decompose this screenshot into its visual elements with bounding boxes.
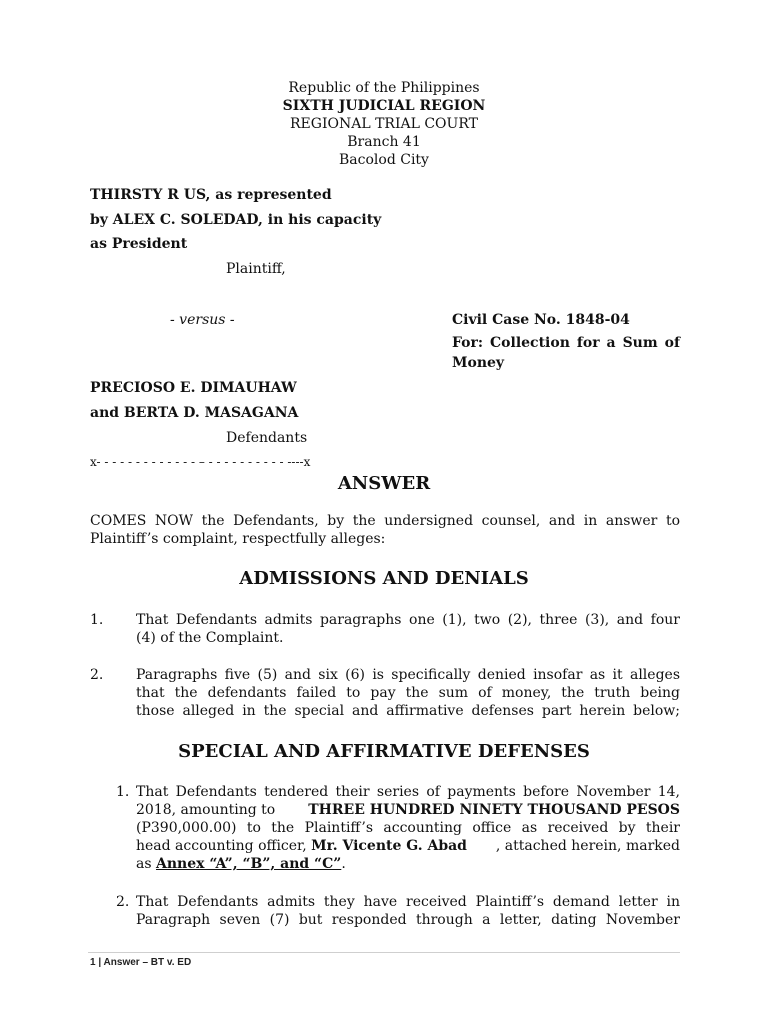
admission-item-2-line2: that the defendants failed to pay the sum of money, the truth being [136,685,680,701]
case-nature-line1: For: Collection for a Sum of [452,335,680,351]
admission-item-1-line2: (4) of the Complaint. [136,630,284,646]
page-footer [90,957,191,968]
page-number: 1 [90,957,96,968]
case-number: Civil Case No. 1848-04 [452,312,630,328]
defense-item-1-line2 [136,802,680,818]
defendant-line1: PRECIOSO E. DIMAUHAW [90,380,297,396]
footer-separator: | [95,957,104,968]
caption-divider: x- - - - - - - - - - - - - – - - - - - - - - - - ----x [90,455,311,469]
defense-item-1-line5 [136,856,346,872]
defense-item-number: 1. [116,784,130,800]
court-branch: Branch 41 [347,134,421,150]
defense-item-1-line5-text: as [136,856,156,872]
defense-item-1-line4-tail-spacer [467,838,496,854]
defense-item-2-line1: That Defendants admits they have received Plaintiff’s demand letter in [136,894,680,910]
case-nature-line2: Money [452,355,505,371]
court-republic: Republic of the Philippines [288,80,480,96]
defense-item-1-line4-text: head accounting officer, [136,838,312,854]
defense-item-1-officer: Mr. Vicente G. Abad [311,838,467,854]
defense-item-number: 2. [116,894,130,910]
defendants-role: Defendants [226,430,308,446]
intro-line1: COMES NOW the Defendants, by the undersigned counsel, and in answer to [90,513,680,529]
defense-item-1-amount-words: THREE HUNDRED NINETY THOUSAND PESOS [308,802,680,818]
defense-item-1-line4 [136,838,680,854]
footer-text: Answer – BT v. ED [103,957,192,968]
plaintiff-line1: THIRSTY R US, as represented [90,187,332,203]
defendant-line2: and BERTA D. MASAGANA [90,405,299,421]
defense-item-1-line5-end: . [341,856,346,872]
versus-label: - versus - [170,312,235,328]
defense-item-1-line1: That Defendants tendered their series of payments before November 14, [136,784,680,800]
section-heading-admissions: ADMISSIONS AND DENIALS [239,568,529,589]
document-title: ANSWER [337,473,431,494]
defense-item-2-line2: Paragraph seven (7) but responded through a letter, dating November [136,912,680,928]
court-name: REGIONAL TRIAL COURT [290,116,478,132]
admission-item-1-line1: That Defendants admits paragraphs one (1), two (2), three (3), and four [136,612,680,628]
plaintiff-line2: by ALEX C. SOLEDAD, in his capacity [90,212,382,228]
admission-item-number: 2. [90,667,104,683]
footer-rule [88,952,680,953]
defense-item-1-line3: (P390,000.00) to the Plaintiff’s accounting office as received by their [136,820,680,836]
defense-item-1-line4-tail: , attached herein, marked [495,838,680,854]
admission-item-2-line3: those alleged in the special and affirmative defenses part herein below; [136,703,680,719]
admission-item-number: 1. [90,612,104,628]
court-city: Bacolod City [339,152,429,168]
plaintiff-role: Plaintiff, [226,261,286,277]
court-region: SIXTH JUDICIAL REGION [282,98,486,114]
plaintiff-line3: as President [90,236,188,252]
defense-item-1-line2-text: 2018, amounting to [136,802,276,818]
section-heading-defenses: SPECIAL AND AFFIRMATIVE DEFENSES [178,741,590,762]
admission-item-2-line1: Paragraphs five (5) and six (6) is specifically denied insofar as it alleges [136,667,680,683]
defense-item-1-annex: Annex “A”, “B”, and “C” [155,856,342,872]
intro-line2: Plaintiff’s complaint, respectfully alleges: [90,531,386,547]
